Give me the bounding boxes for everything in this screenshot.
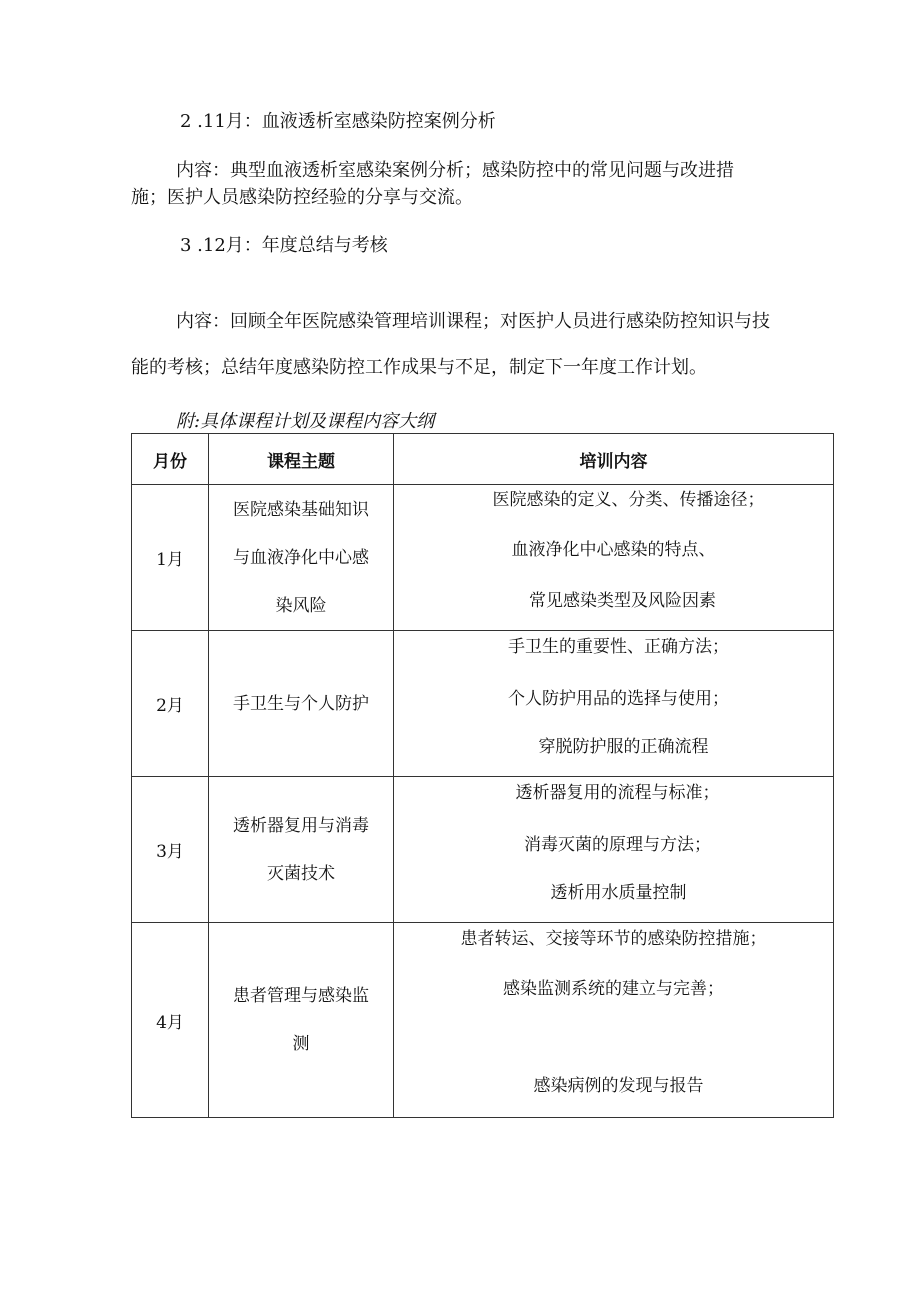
- topic-text: 透析器复用与消毒灭菌技术: [233, 815, 369, 884]
- header-content: 培训内容: [394, 434, 834, 485]
- content-line: 常见感染类型及风险因素: [529, 591, 716, 611]
- table-caption: 附:具体课程计划及课程内容大纲: [176, 411, 435, 432]
- section-content-12-line1: 内容：回顾全年医院感染管理培训课程；对医护人员进行感染防控知识与技: [176, 311, 770, 332]
- topic-text: 患者管理与感染监测: [233, 986, 369, 1054]
- table-header-row: [132, 434, 834, 485]
- table-row: [132, 631, 834, 777]
- topic-cell: [209, 631, 394, 777]
- topic-text: 手卫生与个人防护: [233, 693, 369, 714]
- section-heading-11: 2 .11月：血液透析室感染防控案例分析: [180, 111, 496, 132]
- month-cell: 1月: [132, 485, 209, 631]
- content-cell: [394, 631, 834, 777]
- content-line: 透析器复用的流程与标准；: [515, 783, 720, 803]
- content-line: 消毒灭菌的原理与方法；: [524, 835, 711, 855]
- section-heading-12: 3 .12月：年度总结与考核: [180, 235, 388, 256]
- content-line: 手卫生的重要性、正确方法；: [508, 637, 729, 657]
- section-content-12-line2: 能的考核；总结年度感染防控工作成果与不足，制定下一年度工作计划。: [131, 357, 707, 378]
- topic-cell: [209, 485, 394, 631]
- content-line: 感染监测系统的建立与完善；: [503, 979, 724, 999]
- content-cell: [394, 923, 834, 1118]
- content-cell: [394, 485, 834, 631]
- content-line: 血液净化中心感染的特点、: [511, 540, 716, 560]
- header-month: 月份: [132, 434, 209, 485]
- table-row: [132, 923, 834, 1118]
- content-line: 穿脱防护服的正确流程: [538, 737, 709, 757]
- section-content-11-line1: 内容：典型血液透析室感染案例分析；感染防控中的常见问题与改进措: [176, 160, 734, 181]
- topic-cell: [209, 923, 394, 1118]
- content-line: 透析用水质量控制: [550, 883, 687, 903]
- month-cell: 4月: [132, 923, 209, 1118]
- topic-cell: [209, 777, 394, 923]
- month-cell: 3月: [132, 777, 209, 923]
- table-row: [132, 485, 834, 631]
- section-content-11-line2: 施；医护人员感染防控经验的分享与交流。: [131, 187, 473, 208]
- month-cell: 2月: [132, 631, 209, 777]
- content-line: 感染病例的发现与报告: [533, 1076, 704, 1096]
- content-line: 个人防护用品的选择与使用；: [508, 689, 729, 709]
- header-topic: 课程主题: [209, 434, 394, 485]
- table-row: [132, 777, 834, 923]
- content-line: 患者转运、交接等环节的感染防控措施；: [460, 929, 767, 949]
- content-line: 医院感染的定义、分类、传播途径；: [492, 490, 765, 510]
- course-plan-table: [131, 433, 834, 1118]
- topic-text: 医院感染基础知识与血液净化中心感染风险: [233, 499, 369, 616]
- content-cell: [394, 777, 834, 923]
